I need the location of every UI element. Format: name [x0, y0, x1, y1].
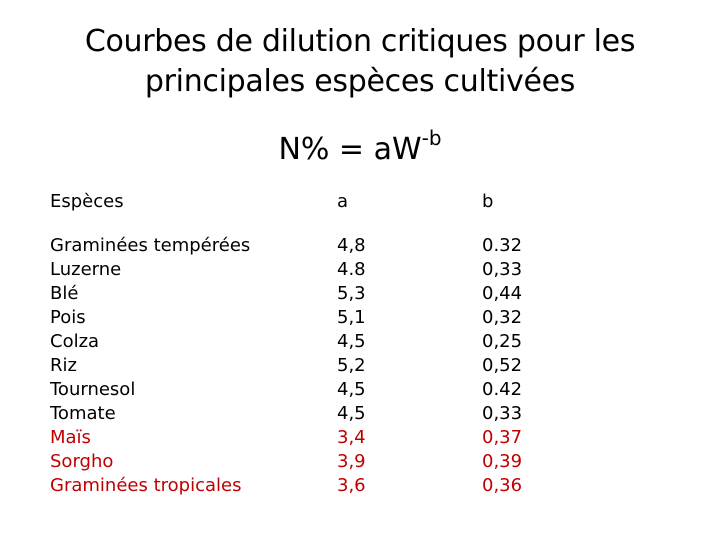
formula-exponent: -b [421, 126, 442, 150]
a-value-cell: 4,5 [337, 331, 366, 352]
b-value-cell: 0,32 [482, 307, 523, 328]
b-column [482, 234, 522, 498]
a-value-cell: 5,1 [337, 307, 366, 328]
b-value-cell: 0,33 [482, 259, 523, 280]
a-value-cell: 5,3 [337, 283, 366, 304]
species-column [50, 234, 250, 498]
a-value-cell: 3,9 [337, 451, 366, 472]
header-a: a [337, 191, 349, 212]
a-value-cell: 4.8 [337, 259, 366, 280]
title-line-2: principales espèces cultivées [144, 64, 576, 99]
b-value-cell: 0,39 [482, 451, 523, 472]
formula-base: N% = aW [278, 132, 422, 167]
species-cell: Graminées tempérées [50, 235, 251, 256]
title-line-1: Courbes de dilution critiques pour les [84, 24, 636, 59]
a-value-cell: 3,4 [337, 427, 366, 448]
a-value-cell: 4,5 [337, 403, 366, 424]
formula [0, 126, 720, 170]
b-value-cell: 0,36 [482, 475, 523, 496]
species-cell: Pois [50, 307, 86, 328]
b-value-cell: 0,33 [482, 403, 523, 424]
a-value-cell: 3,6 [337, 475, 366, 496]
species-cell: Maïs [50, 427, 91, 448]
a-value-cell: 4,8 [337, 235, 366, 256]
species-cell: Blé [50, 283, 79, 304]
a-column [337, 234, 366, 498]
b-value-cell: 0,37 [482, 427, 523, 448]
b-value-cell: 0,25 [482, 331, 523, 352]
b-value-cell: 0.32 [482, 235, 523, 256]
species-cell: Tomate [50, 403, 116, 424]
species-cell: Sorgho [50, 451, 114, 472]
species-cell: Riz [50, 355, 77, 376]
species-cell: Tournesol [50, 379, 136, 400]
b-value-cell: 0,52 [482, 355, 523, 376]
a-value-cell: 5,2 [337, 355, 366, 376]
b-value-cell: 0,44 [482, 283, 523, 304]
header-b: b [482, 191, 494, 212]
header-species: Espèces [50, 191, 124, 212]
species-cell: Luzerne [50, 259, 122, 280]
a-value-cell: 4,5 [337, 379, 366, 400]
species-cell: Graminées tropicales [50, 475, 242, 496]
species-cell: Colza [50, 331, 100, 352]
b-value-cell: 0.42 [482, 379, 523, 400]
slide-title [0, 22, 720, 102]
